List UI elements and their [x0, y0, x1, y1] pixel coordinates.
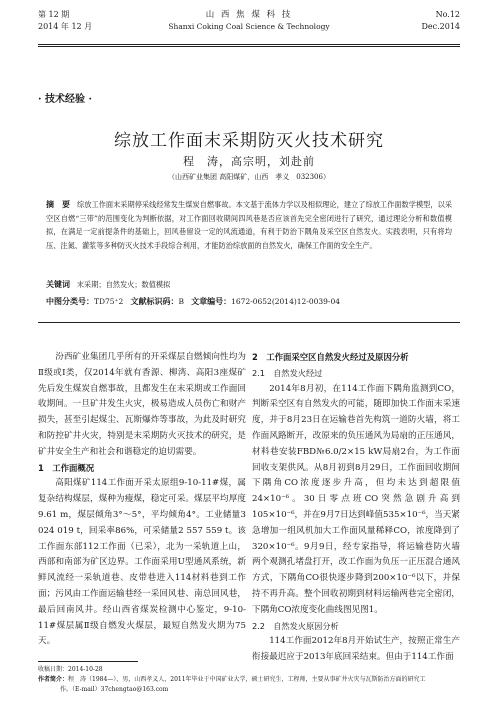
footnote-rule [38, 661, 138, 662]
heading-1: 1 工作面概况 [38, 462, 95, 473]
author-bio-cont: 作。（E-mail）37chengtao@163.com [60, 686, 169, 693]
footnote [38, 665, 460, 695]
doc-code-value: B [178, 297, 184, 306]
journal-name-cn: 山 西 焦 煤 科 技 [205, 10, 293, 20]
abstract-text: 综放工作面末采期停采线经常发生煤炭自燃事故。本文基于流体力学以及相似理论，建立了综放工作面数学模型，以采空区自燃“三带”的范围变化为判断依据，对工作面回收期间四风巷是否应该首先完全密闭进行了研究，通过理论分析和数值模拟，在满足一定前提条件的基础上，回风巷留设一定的风流通道，有利于防治下隅角及采空区自然发火。实践表明，只有将均压、注氮、灌浆等多种防灭火技术手段综合利用，才能防治综放面的自然发火，确保工作面的安全生产。 [46, 200, 453, 250]
keywords-label: 关键词 [46, 279, 70, 289]
section-2-1-paragraph: 2014年8月初，在114工作面下隅角监测到CO，判断采空区有自然发火的可能，随即加快工作面末采速度，并于8月23日在运输巷首先构筑一道防火墙，将工作面风路断开，改原来的负压通风为局扇的正压通风，材料巷安装FBD№6.0/2×15 kW局扇2台，为工作面回收支架供风。从8月初到8月29日，工作面回收期间下隅角CO浓度逐步升高，但均未达到超限值24×10⁻⁶。30日零点班CO突然急剧升高到105×10⁻⁶，并在9月7日达到峰值535×10⁻⁶，当天紧急增加一组风机加大工作面风量稀释CO，浓度降到了320×10⁻⁶。9月9日，经专家指导，将运输巷防火墙两个观测孔堵盘打开，改工作面为负压一正压混合通风方式，下隅角CO很快逐步降到200×10⁻⁶以下，并保持不再升高。整个回收初期到材料运输两巷完全密闭，下隅角CO浓度变化曲线图见图1。 [252, 383, 460, 615]
received-date: 收稿日期：2014-10-28 [38, 666, 103, 673]
abstract-rule [38, 322, 460, 323]
abstract [46, 198, 452, 252]
clc-label: 中图分类号： [46, 296, 94, 306]
doc-code-label: 文献标识码： [130, 296, 179, 306]
running-header [38, 9, 460, 43]
heading-2-1: 2.1 自然发火经过 [252, 367, 323, 378]
issue-no: No.12 [435, 10, 460, 19]
journal-name-en: Shanxi Coking Coal Science & Technology [168, 22, 330, 31]
header-center [38, 9, 460, 33]
article-id-label: 文章编号： [191, 296, 232, 306]
article-id-value: 1672-0652(2014)12-0039-04 [231, 297, 341, 306]
author-affiliation: （山西矿业集团 高阳煤矿，山西 孝义 032306） [168, 173, 330, 181]
issue-month: Dec.2014 [421, 22, 460, 31]
left-column [38, 350, 246, 650]
author-bio-label: 作者简介： [38, 676, 69, 683]
section-1-paragraph: 高阳煤矿114工作面开采太原组9-10-11#煤，属复杂结构煤层，煤种为瘦煤，稳定可采。煤层平均厚度9.61 m，煤层倾角3°～5°，平均倾角4°。工业储量3 024 019 t，回采率86%，可采储量2 557 559 t。该工作面东部112工作面（已采），北为一采轨道上山，西部和南部为矿区边界。工作面采用U型通风系统，新鲜风流经一采轨道巷、皮带巷进入114材料巷到工作面；污风由工作面运输巷经一采回风巷、南总回风巷，最后回南风井。经山西省煤炭检测中心鉴定，9-10-11#煤层属Ⅱ级自燃发火煤层，最短自然发火期为75天。 [38, 478, 246, 647]
clc-value: TD75⁺2 [94, 297, 124, 306]
heading-2: 2 工作面采空区自然发火经过及原因分析 [252, 352, 409, 362]
article-authors: 程 涛，高宗明，刘赴前 [183, 155, 315, 168]
issue-date: 2014 年 12 月 [38, 22, 93, 31]
header-rule [38, 44, 460, 45]
section-label: · 技术经验 · [38, 94, 92, 105]
heading-2-2: 2.2 自然发火原因分析 [252, 620, 339, 631]
intro-paragraph: 汾西矿业集团几乎所有的开采煤层自燃倾向性均为Ⅱ级或Ⅰ类，仅2014年就有香源、柳湾、高阳3座煤矿先后发生煤炭自燃事故，且都发生在末采期或工作面回收期间。一旦矿井发生火灾，极易造成人员伤亡和财产损失，甚至引起煤尘、瓦斯爆炸等事故，为此及时研究和防控矿井火灾，特别是末采期防火灭技术的研究，是矿井安全生产和社会和谐稳定的迫切需要。 [38, 352, 246, 457]
header-right [421, 9, 460, 33]
article-title: 综放工作面末采期防灭火技术研究 [114, 131, 384, 151]
author-bio: 程 涛（1984—），男，山西孝义人，2011年毕业于中国矿业大学，硕士研究生，工程师，主要从事矿井火灾与瓦斯防治方面的研究工 [68, 676, 426, 683]
right-column [252, 350, 460, 666]
keywords-text: 末采期；自然发火；数值模拟 [76, 280, 171, 289]
header-rule-thin [38, 46, 460, 47]
section-2-2-paragraph: 114工作面2012年8月开始试生产，按照正常生产衔接最迟应于2013年底回采结束。但由于114工作面 [252, 636, 460, 663]
issue-number: 第 12 期 [38, 10, 70, 19]
keywords [46, 279, 452, 290]
abstract-label: 摘 要 [46, 199, 71, 209]
classification-line [46, 296, 452, 307]
